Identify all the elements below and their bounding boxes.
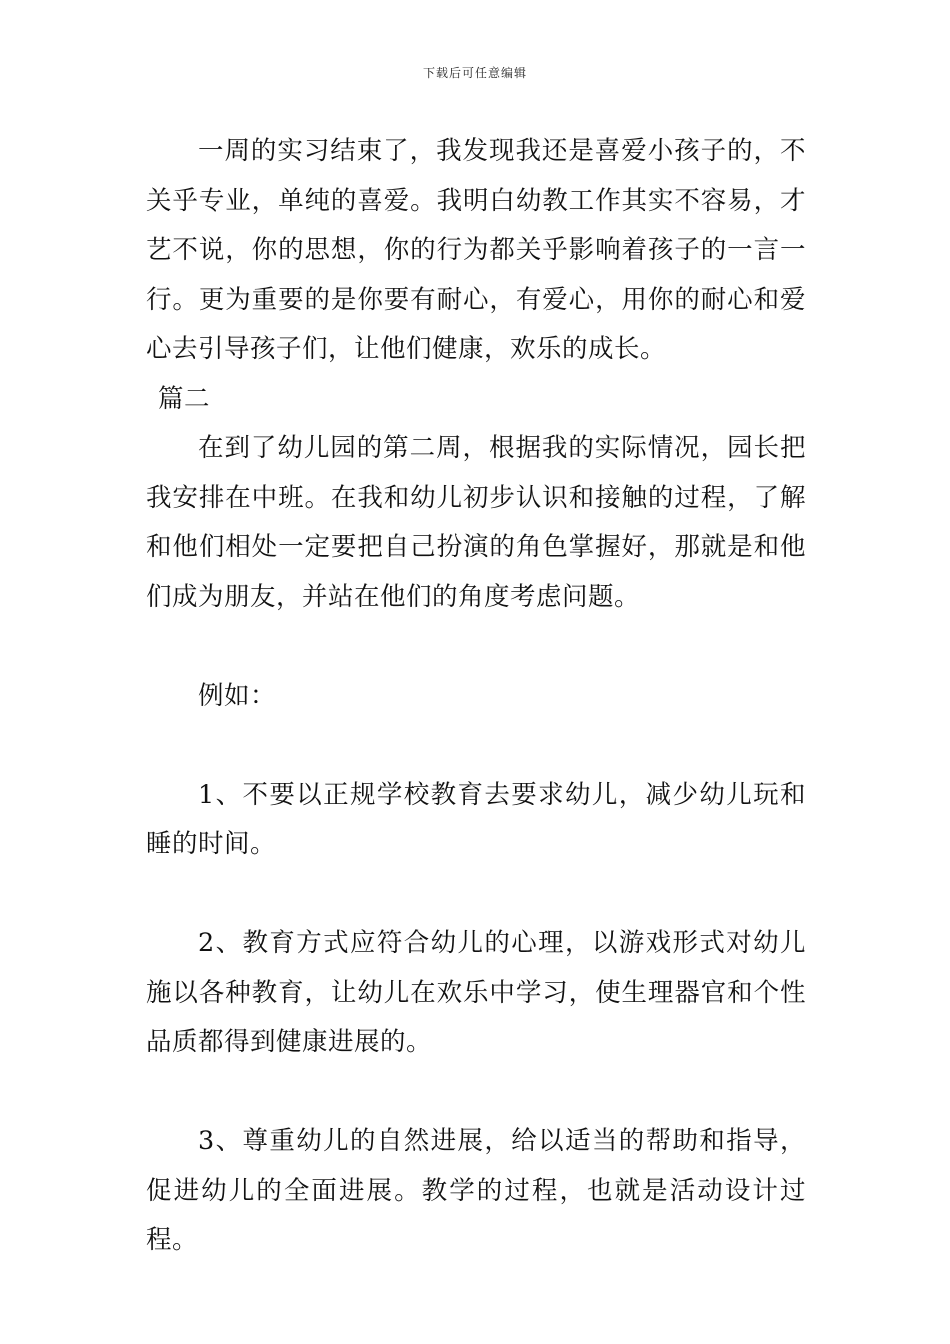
list-item-2: 2、教育方式应符合幼儿的心理，以游戏形式对幼儿施以各种教育，让幼儿在欢乐中学习，使生理器官和个性品质都得到健康进展的。 [146,928,806,1057]
header-note: 下载后可任意编辑 [422,66,527,80]
list-item-1: 1、不要以正规学校教育去要求幼儿，减少幼儿玩和睡的时间。 [146,779,806,859]
example-label: 例如： [198,680,277,711]
section-title: 篇二 [158,383,211,414]
list-item-3: 3、尊重幼儿的自然进展，给以适当的帮助和指导，促进幼儿的全面进展。教学的过程，也就是活动设计过程。 [146,1126,806,1255]
paragraph-1: 一周的实习结束了，我发现我还是喜爱小孩子的，不关乎专业，单纯的喜爱。我明白幼教工作其实不容易，才艺不说，你的思想，你的行为都关乎影响着孩子的一言一行。更为重要的是你要有耐心，有爱心，用你的耐心和爱心去引导孩子们，让他们健康，欢乐的成长。 [146,136,806,364]
body-text [146,127,806,1266]
paragraph-2: 在到了幼儿园的第二周，根据我的实际情况，园长把我安排在中班。在我和幼儿初步认识和接触的过程，了解和他们相处一定要把自己扮演的角色掌握好，那就是和他们成为朋友，并站在他们的角度考虑问题。 [146,433,806,612]
